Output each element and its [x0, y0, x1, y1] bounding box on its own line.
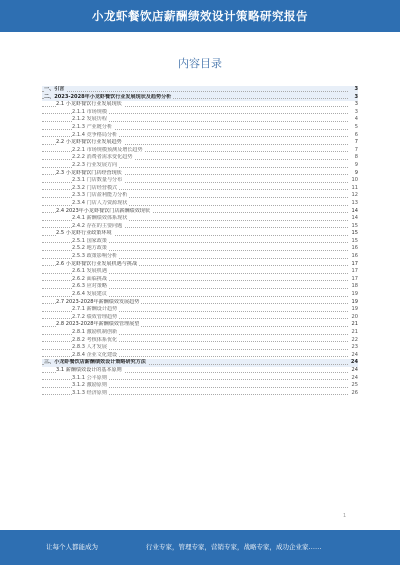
toc-entry-text: 2.1 小龙虾餐饮行业发展现状: [56, 101, 122, 108]
toc-entry-page: 13: [351, 199, 358, 206]
toc-entry-text: 2.3.3 门店盈利能力分析: [72, 192, 128, 199]
toc-entry-page: 21: [351, 321, 358, 328]
toc-entry[interactable]: [42, 94, 358, 102]
toc-entry[interactable]: [42, 276, 358, 284]
toc-entry-page: 14: [351, 207, 358, 214]
toc-entry[interactable]: [42, 390, 358, 398]
toc-entry-page: 20: [351, 313, 358, 320]
toc-entry-page: 7: [354, 139, 358, 146]
toc-entry-text: 三、小龙虾餐饮店薪酬绩效设计策略研究方法: [44, 359, 146, 366]
toc-entry-text: 2.5.2 地方政策: [72, 245, 107, 252]
toc-entry[interactable]: [42, 101, 358, 109]
toc-entry[interactable]: [42, 253, 358, 261]
toc-entry-page: 15: [351, 237, 358, 244]
footer-slogan: 让每个人都能成为: [46, 543, 98, 551]
toc-entry[interactable]: [42, 291, 358, 299]
toc-entry-text: 2.1.3 产业链分析: [72, 123, 113, 130]
toc-entry[interactable]: [42, 200, 358, 208]
toc-entry-page: 21: [351, 329, 358, 335]
toc-entry-page: 3: [354, 93, 358, 100]
toc-entry[interactable]: [42, 230, 358, 238]
toc-entry[interactable]: [42, 359, 358, 367]
toc-entry-page: 14: [351, 215, 358, 222]
toc-entry-text: 2.6.3 应对策略: [72, 283, 107, 290]
toc-entry[interactable]: [42, 321, 358, 329]
toc-entry-page: 19: [351, 298, 358, 305]
toc-entry-text: 2.5.3 政策影响分析: [72, 253, 118, 260]
toc-entry[interactable]: [42, 283, 358, 291]
report-title: 小龙虾餐饮店薪酬绩效设计策略研究报告: [92, 9, 308, 23]
toc-entry-text: 2.4.1 薪酬绩效体系现状: [72, 215, 128, 222]
toc-entry-text: 2.6.2 面临挑战: [72, 275, 107, 282]
toc-entry[interactable]: [42, 245, 358, 253]
toc-entry[interactable]: [42, 344, 358, 352]
toc-entry[interactable]: [42, 306, 358, 314]
toc-entry-text: 2.6 小龙虾餐饮行业发展机遇与挑战: [56, 260, 138, 267]
toc-entry-page: 23: [351, 344, 358, 351]
toc-entry[interactable]: [42, 223, 358, 231]
toc-entry[interactable]: [42, 154, 358, 162]
toc-entry-page: 26: [351, 389, 358, 396]
toc-entry-page: 24: [351, 374, 358, 381]
toc-entry-text: 3.1.1 公平原则: [72, 374, 107, 381]
toc-entry-page: 3: [354, 101, 358, 108]
toc-entry[interactable]: [42, 215, 358, 223]
toc-entry[interactable]: [42, 208, 358, 216]
toc-entry-page: 8: [354, 154, 358, 161]
toc-entry-text: 2.3.1 门店数量与分布: [72, 177, 123, 184]
toc-entry-page: 16: [351, 245, 358, 252]
toc-entry-text: 2.7 2023-2028年薪酬绩效发展趋势: [56, 298, 140, 305]
toc-entry[interactable]: [42, 139, 358, 147]
toc-entry[interactable]: [42, 299, 358, 307]
toc-entry-page: 25: [351, 382, 358, 389]
toc-entry-page: 5: [354, 123, 358, 130]
toc-entry-text: 2.4 2023年小龙虾餐饮门店薪酬绩效现状: [56, 207, 150, 214]
table-of-contents: [42, 86, 358, 397]
toc-entry-text: 2.8 2023-2028年薪酬绩效管理展望: [56, 321, 140, 328]
toc-leader-dots: [42, 91, 348, 92]
footer-bar: [0, 530, 400, 565]
toc-entry[interactable]: [42, 109, 358, 117]
toc-entry[interactable]: [42, 192, 358, 200]
page-number: 1: [343, 513, 347, 519]
toc-entry-text: 2.3.2 门店经营模式: [72, 184, 118, 191]
footer-tagline: 行业专家，管理专家，营销专家，战略专家，成功企业家……: [146, 543, 322, 551]
toc-entry[interactable]: [42, 337, 358, 345]
toc-entry-page: 4: [354, 116, 358, 123]
toc-entry-text: 2.2.3 行业发展方向: [72, 161, 118, 168]
toc-entry-page: 6: [354, 131, 358, 138]
toc-entry-text: 一、引言: [44, 86, 65, 92]
toc-entry-text: 3.1 薪酬绩效设计的基本原则: [56, 366, 122, 373]
toc-entry-page: 19: [351, 291, 358, 298]
toc-entry-page: 22: [351, 336, 358, 343]
toc-entry-text: 2.8.4 企业文化建设: [72, 351, 118, 358]
toc-entry-page: 11: [351, 184, 358, 191]
toc-entry-text: 2.3 小龙虾餐饮门店经营现状: [56, 169, 122, 176]
toc-entry-page: 3: [354, 108, 358, 115]
toc-entry-page: 17: [351, 268, 358, 275]
toc-entry-text: 二、2023-2028年小龙虾餐饮行业发展现状及趋势分析: [44, 93, 172, 100]
toc-entry-text: 2.5 小龙虾行业政策环境: [56, 230, 112, 237]
toc-entry-page: 24: [351, 351, 358, 358]
toc-entry[interactable]: [42, 352, 358, 360]
toc-entry-page: 15: [351, 230, 358, 237]
toc-entry-text: 2.1.2 发展历程: [72, 116, 107, 123]
toc-entry-text: 2.8.1 激励机制创新: [72, 329, 118, 335]
toc-entry[interactable]: [42, 375, 358, 383]
toc-entry-text: 2.6.1 发展机遇: [72, 268, 107, 275]
toc-entry-page: 18: [351, 283, 358, 290]
toc-entry[interactable]: [42, 238, 358, 246]
toc-entry[interactable]: [42, 86, 358, 94]
toc-entry-page: 9: [354, 161, 358, 168]
toc-entry[interactable]: [42, 116, 358, 124]
toc-entry-page: 3: [354, 86, 358, 92]
toc-entry-text: 3.1.2 激励原则: [72, 382, 107, 389]
toc-entry-text: 2.7.1 薪酬设计趋势: [72, 306, 118, 313]
toc-entry-text: 2.1.4 竞争格局分析: [72, 131, 118, 138]
toc-entry[interactable]: [42, 382, 358, 390]
toc-entry-text: 2.8.2 考核体系优化: [72, 336, 118, 343]
toc-entry-page: 24: [351, 366, 358, 373]
toc-entry[interactable]: [42, 314, 358, 322]
toc-title: 内容目录: [178, 57, 222, 70]
toc-entry-text: 2.3.4 门店人力资源现状: [72, 199, 128, 206]
toc-entry[interactable]: [42, 177, 358, 185]
toc-entry[interactable]: [42, 147, 358, 155]
toc-entry-page: 24: [350, 359, 358, 366]
toc-entry-text: 2.2.1 市场规模预测及增长趋势: [72, 146, 143, 153]
toc-entry-text: 2.6.4 发展建议: [72, 291, 107, 298]
toc-entry[interactable]: [42, 124, 358, 132]
toc-entry-page: 19: [351, 306, 358, 313]
toc-entry-page: 17: [351, 260, 358, 267]
toc-entry[interactable]: [42, 261, 358, 269]
toc-entry-text: 2.5.1 国家政策: [72, 237, 107, 244]
toc-entry[interactable]: [42, 132, 358, 140]
toc-entry-page: 9: [354, 169, 358, 176]
toc-entry-page: 16: [351, 253, 358, 260]
toc-entry[interactable]: [42, 268, 358, 276]
toc-entry-text: 2.4.2 存在的主要问题: [72, 222, 123, 229]
toc-entry-text: 2.8.3 人才发展: [72, 344, 107, 351]
toc-entry[interactable]: [42, 367, 358, 375]
toc-entry-text: 2.2 小龙虾餐饮行业发展趋势: [56, 139, 122, 146]
toc-entry-text: 3.1.3 经济原则: [72, 389, 107, 396]
toc-entry[interactable]: [42, 185, 358, 193]
toc-entry[interactable]: [42, 170, 358, 178]
toc-entry-page: 12: [351, 192, 358, 199]
toc-entry-page: 7: [354, 146, 358, 153]
toc-entry-text: 2.2.2 消费者需求变化趋势: [72, 154, 133, 161]
report-header: [0, 0, 400, 32]
toc-entry-page: 17: [351, 275, 358, 282]
toc-entry-text: 2.1.1 市场规模: [72, 108, 107, 115]
toc-entry-page: 15: [351, 222, 358, 229]
toc-entry[interactable]: [42, 329, 358, 337]
toc-entry-page: 10: [351, 177, 358, 184]
toc-entry-text: 2.7.2 绩效管理趋势: [72, 313, 118, 320]
toc-entry[interactable]: [42, 162, 358, 170]
